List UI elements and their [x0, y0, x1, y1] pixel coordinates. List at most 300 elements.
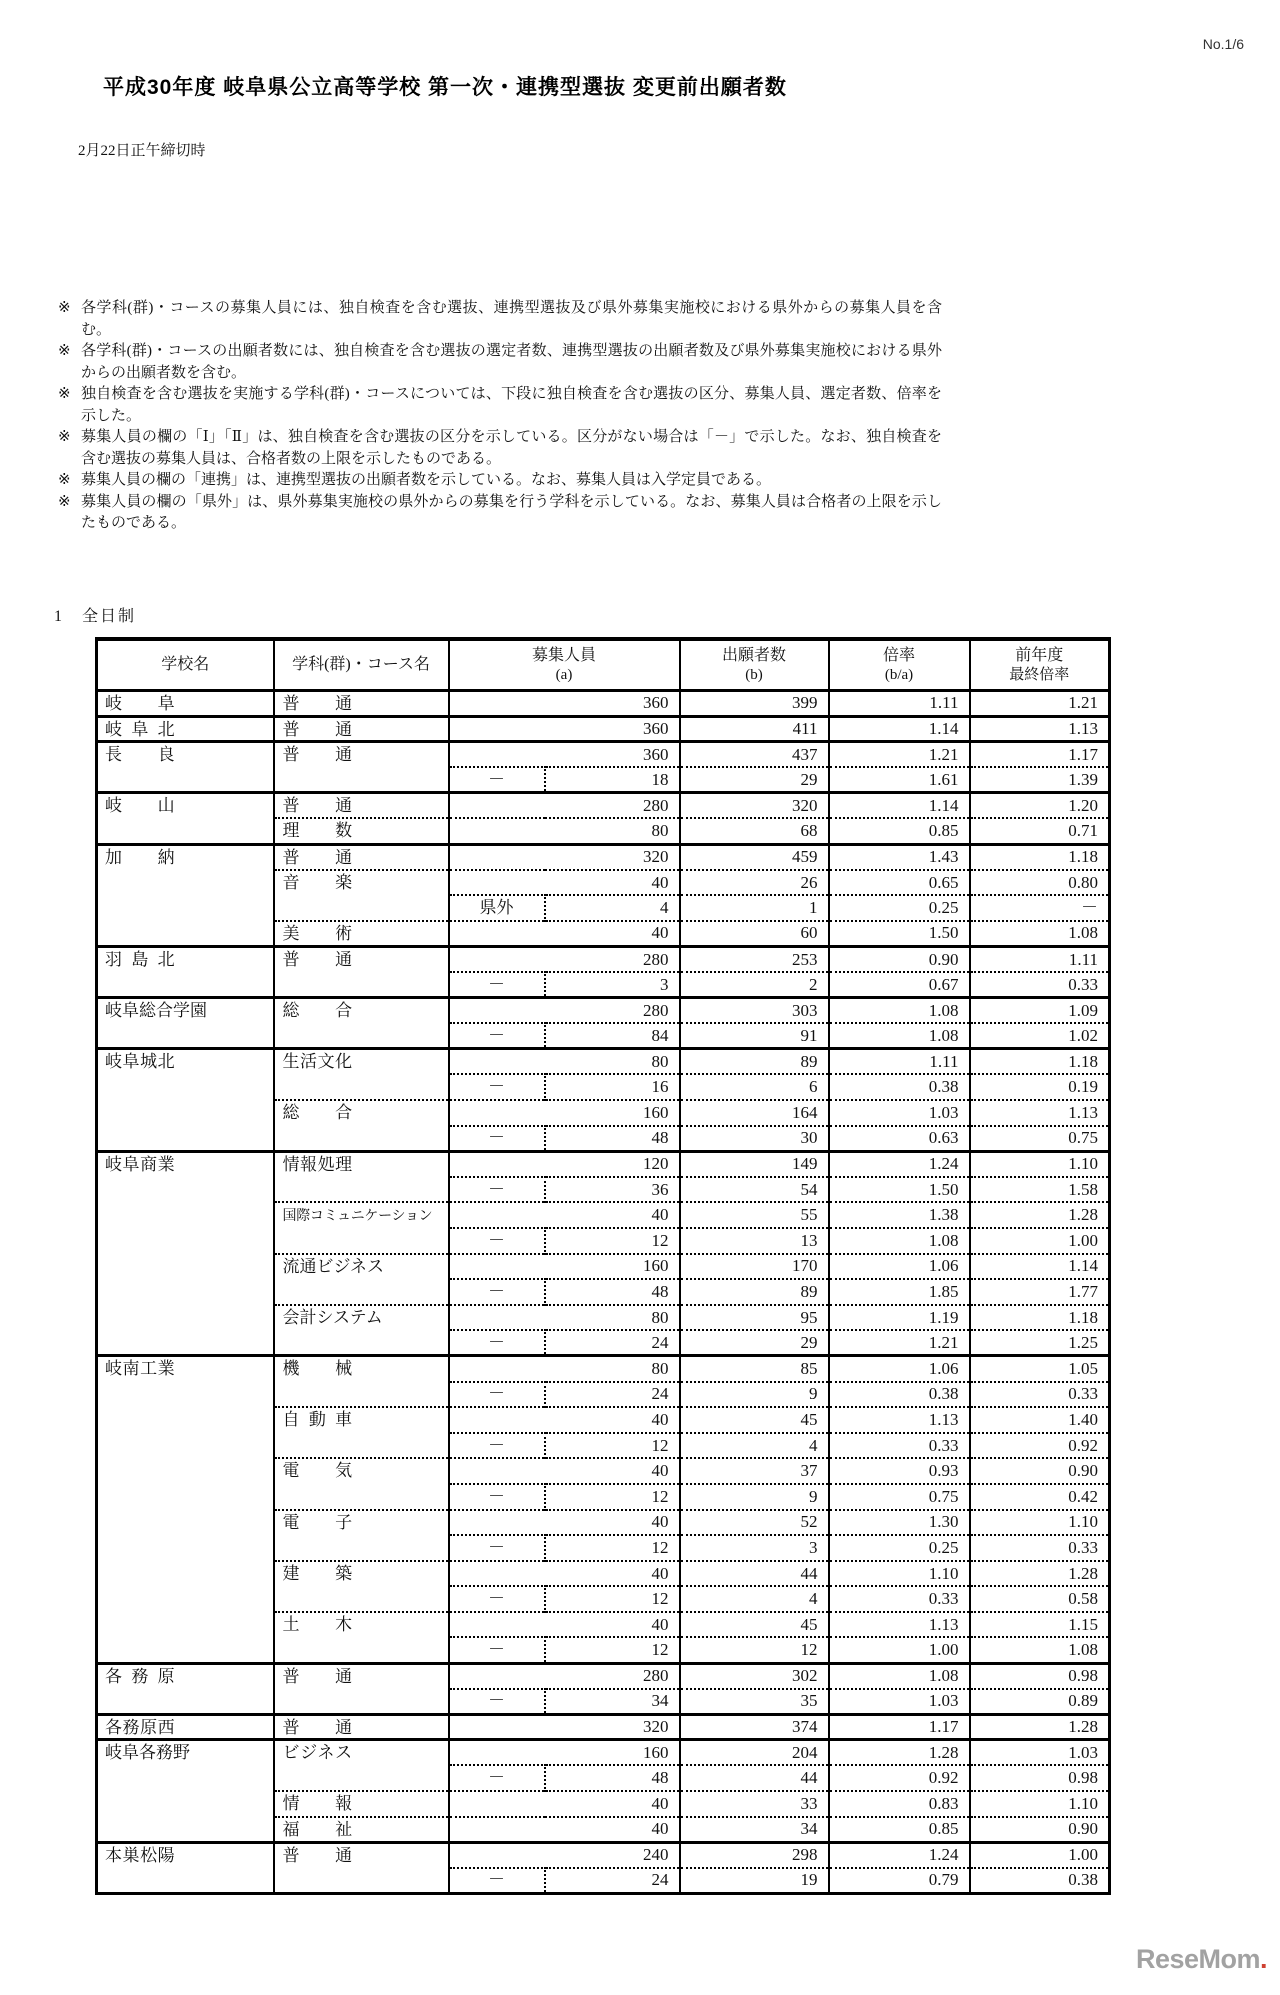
applicant-count-cell: 34	[680, 1817, 829, 1843]
applicant-count-cell: 30	[680, 1126, 829, 1152]
ratio-cell: 0.65	[829, 870, 970, 896]
school-name: 加納	[105, 847, 175, 867]
recruit-count-cell: 40	[449, 1612, 680, 1638]
school-name-cell	[97, 742, 274, 793]
column-header-label: 倍率	[883, 647, 916, 664]
ratio-cell: 1.21	[829, 742, 970, 768]
applicant-count-cell: 45	[680, 1407, 829, 1433]
note-item	[58, 384, 942, 427]
applicant-count-cell: 437	[680, 742, 829, 768]
prev-year-ratio-cell: 1.00	[970, 1842, 1110, 1868]
recruit-count-cell: 3	[545, 972, 680, 998]
course-name-cell	[274, 1714, 449, 1740]
applicant-count-cell: 2	[680, 972, 829, 998]
ratio-cell: 1.43	[829, 844, 970, 870]
column-header-label: 募集人員	[532, 647, 597, 664]
column-header-recruit	[449, 639, 680, 691]
prev-year-ratio-cell: 1.18	[970, 1305, 1110, 1331]
table-row	[97, 844, 1110, 870]
applicant-count-cell: 204	[680, 1740, 829, 1766]
recruit-count-cell: 12	[545, 1535, 680, 1561]
column-header-applicants	[680, 639, 829, 691]
recruit-count-cell: 40	[449, 1791, 680, 1817]
course-name: 総合	[282, 1103, 353, 1122]
prev-year-ratio-cell: 1.18	[970, 1049, 1110, 1075]
applicant-count-cell: 29	[680, 1330, 829, 1356]
ratio-cell: 0.85	[829, 1817, 970, 1843]
course-name-cell	[274, 1740, 449, 1791]
course-name: 普通	[282, 1717, 353, 1737]
table-row	[97, 946, 1110, 972]
note-marker: ※	[58, 472, 71, 488]
school-name: 岐阜城北	[105, 1052, 175, 1072]
school-name-cell	[97, 1663, 274, 1714]
course-name-cell	[274, 1842, 449, 1893]
recruit-count-cell: 36	[545, 1177, 680, 1203]
column-header-course	[274, 639, 449, 691]
ratio-cell: 0.63	[829, 1126, 970, 1152]
prev-year-ratio-cell: 0.33	[970, 1535, 1110, 1561]
ratio-cell: 1.14	[829, 716, 970, 742]
recruit-count-cell: 40	[449, 1510, 680, 1536]
prev-year-ratio-cell: 1.28	[970, 1714, 1110, 1740]
applicant-count-cell: 164	[680, 1100, 829, 1126]
school-name: 長良	[105, 745, 175, 765]
school-name: 各務原西	[105, 1717, 175, 1737]
school-name-cell	[97, 1740, 274, 1842]
course-name-cell	[274, 1458, 449, 1509]
note-marker: ※	[58, 300, 71, 316]
course-name-cell	[274, 742, 449, 793]
course-name: 理数	[282, 821, 353, 841]
course-name: 美術	[282, 923, 353, 943]
applicant-count-cell: 89	[680, 1279, 829, 1305]
recruit-count-cell: 320	[449, 1714, 680, 1740]
applicant-count-cell: 399	[680, 691, 829, 717]
prev-year-ratio-cell: 0.89	[970, 1689, 1110, 1715]
applicant-count-cell: 29	[680, 767, 829, 793]
applicant-count-cell: 52	[680, 1510, 829, 1536]
recruit-count-cell: 48	[545, 1126, 680, 1152]
course-name: 総合	[282, 1001, 353, 1021]
column-header-prev-ratio	[970, 639, 1110, 691]
course-name: 普通	[282, 1845, 353, 1865]
column-header-sublabel: (b)	[745, 667, 763, 683]
applicant-count-cell: 68	[680, 818, 829, 844]
column-header-label: 学校名	[161, 656, 210, 673]
prev-year-ratio-cell: 1.03	[970, 1740, 1110, 1766]
column-header-label: 前年度	[1015, 647, 1064, 664]
course-name-cell	[274, 691, 449, 717]
table-row	[97, 742, 1110, 768]
prev-year-ratio-cell: 1.09	[970, 998, 1110, 1024]
recruit-count-cell: 280	[449, 793, 680, 819]
recruit-count-cell: 16	[545, 1074, 680, 1100]
course-name-cell	[274, 870, 449, 921]
recruit-count-cell: 84	[545, 1023, 680, 1049]
recruit-count-cell: 280	[449, 998, 680, 1024]
course-name: 福祉	[282, 1819, 353, 1839]
recruit-count-cell: 240	[449, 1842, 680, 1868]
prev-year-ratio-cell: 1.13	[970, 716, 1110, 742]
course-name-cell	[274, 998, 449, 1049]
note-item	[58, 298, 942, 341]
ratio-cell: 0.83	[829, 1791, 970, 1817]
selection-kubun-cell: 県外	[449, 895, 545, 921]
column-header-sublabel: (a)	[555, 667, 573, 683]
school-name-cell	[97, 946, 274, 997]
document-title: 平成30年度 岐阜県公立高等学校 第一次・連携型選抜 変更前出願者数	[103, 76, 787, 99]
prev-year-ratio-cell: 1.10	[970, 1510, 1110, 1536]
ratio-cell: 1.24	[829, 1151, 970, 1177]
prev-year-ratio-cell: 0.42	[970, 1484, 1110, 1510]
prev-year-ratio-cell: 0.33	[970, 1382, 1110, 1408]
school-name: 岐山	[105, 796, 175, 816]
recruit-count-cell: 48	[545, 1765, 680, 1791]
course-name: 会計システム	[282, 1307, 383, 1327]
selection-kubun-cell: －	[449, 1689, 545, 1715]
applicant-count-cell: 253	[680, 946, 829, 972]
recruit-count-cell: 18	[545, 767, 680, 793]
prev-year-ratio-cell: 1.77	[970, 1279, 1110, 1305]
prev-year-ratio-cell: 1.14	[970, 1254, 1110, 1280]
note-item	[58, 492, 942, 535]
column-header-label: 学科(群)・コース名	[292, 656, 430, 673]
ratio-cell: 0.25	[829, 1535, 970, 1561]
ratio-cell: 1.28	[829, 1740, 970, 1766]
ratio-cell: 1.50	[829, 921, 970, 947]
course-name: 普通	[282, 745, 353, 765]
prev-year-ratio-cell: 1.10	[970, 1791, 1110, 1817]
applicant-count-cell: 12	[680, 1637, 829, 1663]
school-name-cell	[97, 793, 274, 844]
note-text: 独自検査を含む選抜を実施する学科(群)・コースについては、下段に独自検査を含む選抜の区分、募集人員、選定者数、倍率を示した。	[81, 386, 942, 424]
course-name: 電子	[282, 1512, 353, 1532]
prev-year-ratio-cell: 1.21	[970, 691, 1110, 717]
school-name: 岐阜商業	[105, 1154, 175, 1174]
table-row	[97, 1842, 1110, 1868]
recruit-count-cell: 80	[449, 1049, 680, 1075]
applicant-count-cell: 298	[680, 1842, 829, 1868]
school-name-cell	[97, 691, 274, 717]
note-text: 募集人員の欄の「県外」は、県外募集実施校の県外からの募集を行う学科を示している。なお、募集人員は合格者の上限を示したものである。	[81, 493, 942, 531]
note-text: 募集人員の欄の「連携」は、連携型選抜の出願者数を示している。なお、募集人員は入学定員である。	[81, 472, 772, 488]
ratio-cell: 1.38	[829, 1202, 970, 1228]
ratio-cell: 0.92	[829, 1765, 970, 1791]
resemom-watermark	[1136, 1944, 1267, 1975]
column-header-ratio	[829, 639, 970, 691]
course-name: 普通	[282, 949, 353, 969]
applicant-count-cell: 9	[680, 1382, 829, 1408]
prev-year-ratio-cell: 1.40	[970, 1407, 1110, 1433]
course-name-cell	[274, 1049, 449, 1100]
watermark-dot: .	[1260, 1944, 1268, 1974]
ratio-cell: 1.85	[829, 1279, 970, 1305]
recruit-count-cell: 4	[545, 895, 680, 921]
prev-year-ratio-cell: 1.25	[970, 1330, 1110, 1356]
school-name-cell	[97, 844, 274, 946]
table-row	[97, 716, 1110, 742]
recruit-count-cell: 160	[449, 1740, 680, 1766]
note-marker: ※	[58, 343, 71, 359]
selection-kubun-cell: －	[449, 1586, 545, 1612]
course-name: 普通	[282, 847, 353, 867]
applicant-count-cell: 44	[680, 1561, 829, 1587]
ratio-cell: 1.03	[829, 1100, 970, 1126]
ratio-cell: 1.03	[829, 1689, 970, 1715]
recruit-count-cell: 12	[545, 1637, 680, 1663]
selection-kubun-cell: －	[449, 1126, 545, 1152]
watermark-brand: ReseMom	[1136, 1944, 1261, 1974]
prev-year-ratio-cell: 0.80	[970, 870, 1110, 896]
ratio-cell: 1.21	[829, 1330, 970, 1356]
ratio-cell: 1.14	[829, 793, 970, 819]
prev-year-ratio-cell: 1.15	[970, 1612, 1110, 1638]
prev-year-ratio-cell: 0.75	[970, 1126, 1110, 1152]
applicant-count-cell: 19	[680, 1868, 829, 1894]
prev-year-ratio-cell: 1.17	[970, 742, 1110, 768]
prev-year-ratio-cell: 1.28	[970, 1561, 1110, 1587]
prev-year-ratio-cell: 0.38	[970, 1868, 1110, 1894]
applicant-count-cell: 44	[680, 1765, 829, 1791]
applicant-count-cell: 60	[680, 921, 829, 947]
applicant-table	[95, 637, 1111, 1895]
course-name-cell	[274, 1817, 449, 1843]
applicant-count-cell: 91	[680, 1023, 829, 1049]
applicant-count-cell: 89	[680, 1049, 829, 1075]
prev-year-ratio-cell: 0.92	[970, 1433, 1110, 1459]
note-marker: ※	[58, 386, 71, 402]
school-name: 羽島北	[105, 949, 175, 969]
recruit-count-cell: 320	[449, 844, 680, 870]
ratio-cell: 0.38	[829, 1382, 970, 1408]
applicant-count-cell: 149	[680, 1151, 829, 1177]
course-name-cell	[274, 1202, 449, 1253]
recruit-count-cell: 40	[449, 921, 680, 947]
ratio-cell: 1.17	[829, 1714, 970, 1740]
school-name-cell	[97, 1356, 274, 1663]
prev-year-ratio-cell: 1.05	[970, 1356, 1110, 1382]
course-name-cell	[274, 844, 449, 870]
ratio-cell: 1.08	[829, 1663, 970, 1689]
selection-kubun-cell: －	[449, 1535, 545, 1561]
column-header-school	[97, 639, 274, 691]
ratio-cell: 0.33	[829, 1433, 970, 1459]
selection-kubun-cell: －	[449, 1228, 545, 1254]
deadline-note: 2月22日正午締切時	[78, 143, 206, 159]
selection-kubun-cell: －	[449, 1765, 545, 1791]
school-name: 本巣松陽	[105, 1845, 175, 1865]
selection-kubun-cell: －	[449, 1433, 545, 1459]
prev-year-ratio-cell: 0.71	[970, 818, 1110, 844]
applicant-count-cell: 9	[680, 1484, 829, 1510]
note-item	[58, 341, 942, 384]
prev-year-ratio-cell: 1.00	[970, 1228, 1110, 1254]
course-name-cell	[274, 793, 449, 819]
column-header-label: 出願者数	[722, 647, 787, 664]
school-name-cell	[97, 716, 274, 742]
recruit-count-cell: 160	[449, 1254, 680, 1280]
applicant-count-cell: 4	[680, 1433, 829, 1459]
table-row	[97, 793, 1110, 819]
applicant-count-cell: 3	[680, 1535, 829, 1561]
selection-kubun-cell: －	[449, 1023, 545, 1049]
course-name-cell	[274, 921, 449, 947]
selection-kubun-cell: －	[449, 767, 545, 793]
applicant-count-cell: 1	[680, 895, 829, 921]
applicant-count-cell: 35	[680, 1689, 829, 1715]
prev-year-ratio-cell: －	[970, 895, 1110, 921]
note-marker: ※	[58, 493, 71, 510]
prev-year-ratio-cell: 1.02	[970, 1023, 1110, 1049]
prev-year-ratio-cell: 0.58	[970, 1586, 1110, 1612]
course-name: 普通	[282, 796, 353, 816]
school-name: 各務原	[105, 1666, 175, 1686]
ratio-cell: 0.93	[829, 1458, 970, 1484]
prev-year-ratio-cell: 1.08	[970, 921, 1110, 947]
ratio-cell: 1.08	[829, 1023, 970, 1049]
school-name-cell	[97, 1842, 274, 1893]
ratio-cell: 0.75	[829, 1484, 970, 1510]
ratio-cell: 0.79	[829, 1868, 970, 1894]
table-row	[97, 1151, 1110, 1177]
applicant-count-cell: 33	[680, 1791, 829, 1817]
applicant-count-cell: 320	[680, 793, 829, 819]
selection-kubun-cell: －	[449, 972, 545, 998]
ratio-cell: 1.19	[829, 1305, 970, 1331]
applicant-count-cell: 37	[680, 1458, 829, 1484]
prev-year-ratio-cell: 0.98	[970, 1663, 1110, 1689]
course-name-cell	[274, 818, 449, 844]
course-name-cell	[274, 1305, 449, 1356]
recruit-count-cell: 12	[545, 1484, 680, 1510]
course-name-cell	[274, 1510, 449, 1561]
applicant-count-cell: 302	[680, 1663, 829, 1689]
recruit-count-cell: 24	[545, 1868, 680, 1894]
recruit-count-cell: 40	[449, 1458, 680, 1484]
selection-kubun-cell: －	[449, 1074, 545, 1100]
ratio-cell: 1.08	[829, 998, 970, 1024]
recruit-count-cell: 40	[449, 1407, 680, 1433]
applicant-count-cell: 85	[680, 1356, 829, 1382]
recruit-count-cell: 12	[545, 1228, 680, 1254]
page-number: No.1/6	[1202, 36, 1244, 52]
note-item	[58, 470, 942, 492]
ratio-cell: 0.85	[829, 818, 970, 844]
course-name: 電気	[282, 1461, 353, 1481]
ratio-cell: 1.50	[829, 1177, 970, 1203]
recruit-count-cell: 40	[449, 1202, 680, 1228]
ratio-cell: 0.67	[829, 972, 970, 998]
section-label: 1 全日制	[54, 608, 137, 625]
course-name: ビジネス	[282, 1743, 353, 1763]
applicant-table-wrap	[95, 637, 1111, 1895]
applicant-count-cell: 303	[680, 998, 829, 1024]
course-name: 普通	[282, 694, 353, 713]
recruit-count-cell: 80	[449, 1305, 680, 1331]
course-name-cell	[274, 716, 449, 742]
prev-year-ratio-cell: 1.11	[970, 946, 1110, 972]
applicant-count-cell: 45	[680, 1612, 829, 1638]
recruit-count-cell: 80	[449, 818, 680, 844]
table-row	[97, 691, 1110, 717]
applicant-count-cell: 13	[680, 1228, 829, 1254]
recruit-count-cell: 360	[449, 716, 680, 742]
school-name-cell	[97, 1049, 274, 1151]
recruit-count-cell: 280	[449, 1663, 680, 1689]
prev-year-ratio-cell: 1.13	[970, 1100, 1110, 1126]
column-header-sublabel: (b/a)	[884, 667, 914, 683]
course-name: 生活文化	[282, 1052, 353, 1072]
applicant-count-cell: 26	[680, 870, 829, 896]
applicant-count-cell: 374	[680, 1714, 829, 1740]
recruit-count-cell: 24	[545, 1382, 680, 1408]
course-name-cell	[274, 1791, 449, 1817]
ratio-cell: 1.00	[829, 1637, 970, 1663]
recruit-count-cell: 360	[449, 691, 680, 717]
ratio-cell: 1.24	[829, 1842, 970, 1868]
ratio-cell: 0.90	[829, 946, 970, 972]
applicant-count-cell: 6	[680, 1074, 829, 1100]
ratio-cell: 1.06	[829, 1356, 970, 1382]
school-name-cell	[97, 998, 274, 1049]
selection-kubun-cell: －	[449, 1330, 545, 1356]
table-row	[97, 1663, 1110, 1689]
ratio-cell: 1.10	[829, 1561, 970, 1587]
school-name: 岐阜総合学園	[105, 1001, 207, 1021]
recruit-count-cell: 360	[449, 742, 680, 768]
column-header-sublabel: 最終倍率	[1009, 667, 1070, 683]
selection-kubun-cell: －	[449, 1868, 545, 1894]
note-text: 各学科(群)・コースの募集人員には、独自検査を含む選抜、連携型選抜及び県外募集実施校における県外からの募集人員を含む。	[81, 300, 942, 338]
prev-year-ratio-cell: 0.90	[970, 1458, 1110, 1484]
course-name: 流通ビジネス	[282, 1256, 384, 1276]
course-name: 音楽	[282, 872, 353, 892]
ratio-cell: 1.13	[829, 1612, 970, 1638]
prev-year-ratio-cell: 0.33	[970, 972, 1110, 998]
ratio-cell: 0.25	[829, 895, 970, 921]
selection-kubun-cell: －	[449, 1279, 545, 1305]
ratio-cell: 1.11	[829, 1049, 970, 1075]
recruit-count-cell: 12	[545, 1586, 680, 1612]
course-name-cell	[274, 1100, 449, 1151]
course-name-cell	[274, 1407, 449, 1458]
table-row	[97, 1049, 1110, 1075]
recruit-count-cell: 120	[449, 1151, 680, 1177]
prev-year-ratio-cell: 1.10	[970, 1151, 1110, 1177]
applicant-count-cell: 95	[680, 1305, 829, 1331]
recruit-count-cell: 40	[449, 1561, 680, 1587]
prev-year-ratio-cell: 1.20	[970, 793, 1110, 819]
course-name: 情報	[282, 1794, 353, 1814]
ratio-cell: 1.13	[829, 1407, 970, 1433]
course-name: 建築	[282, 1563, 353, 1583]
ratio-cell: 0.38	[829, 1074, 970, 1100]
course-name-cell	[274, 1663, 449, 1714]
notes-block	[58, 298, 942, 535]
recruit-count-cell: 24	[545, 1330, 680, 1356]
selection-kubun-cell: －	[449, 1382, 545, 1408]
applicant-count-cell: 411	[680, 716, 829, 742]
note-text: 各学科(群)・コースの出願者数には、独自検査を含む選抜の選定者数、連携型選抜の出願者数及び県外募集実施校における県外からの出願者数を含む。	[81, 343, 942, 381]
course-name-cell	[274, 1612, 449, 1663]
prev-year-ratio-cell: 0.98	[970, 1765, 1110, 1791]
course-name: 国際コミュニケーション	[282, 1209, 433, 1225]
selection-kubun-cell: －	[449, 1637, 545, 1663]
school-name: 岐阜	[105, 694, 175, 713]
course-name: 自動車	[282, 1410, 353, 1430]
ratio-cell: 1.11	[829, 691, 970, 717]
